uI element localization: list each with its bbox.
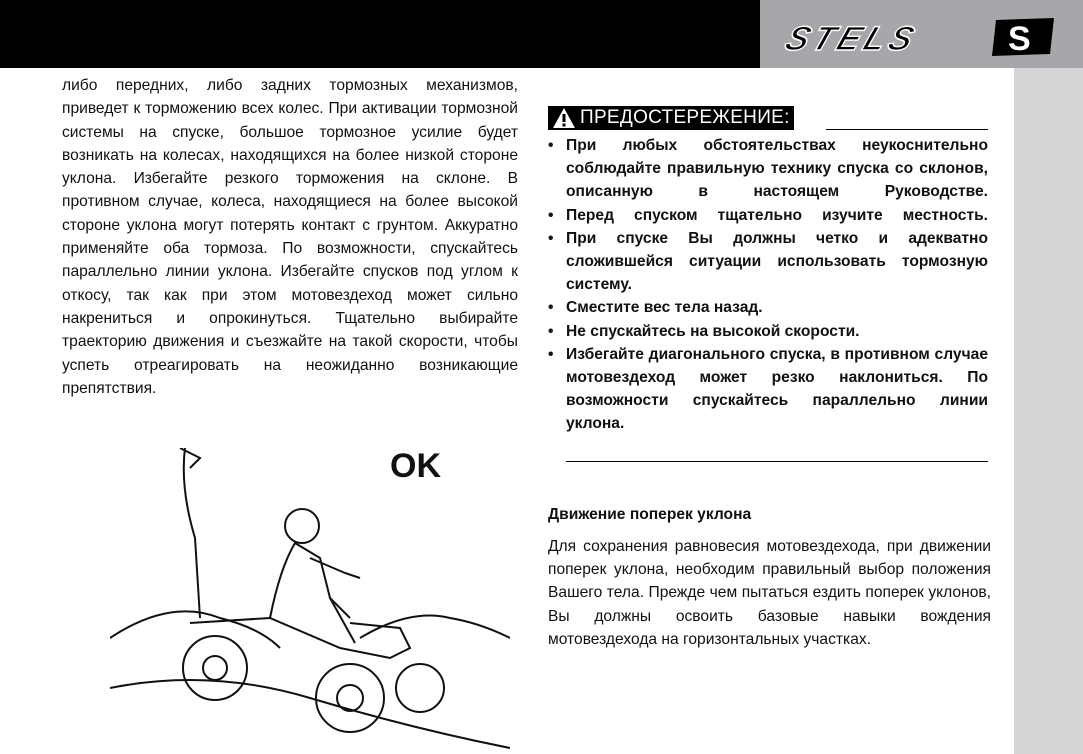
braking-paragraph: либо передних, либо задних тормозных механизмов, приведет к торможению всех колес. При активации тормозной системы на спуске, большое тормозное усилие будет возникать на колесах, находящихся на более низкой стороне уклона. Избегайте резкого торможения на склоне. В противном случае, колеса, находящиеся на более высокой стороне уклона могут потерять контакт с грунтом. Аккуратно применяйте оба тормоза. По возможности, спускайтесь параллельно линии уклона. Избегайте спусков под углом к откосу, так как при этом мотовездеход может сильно накрениться и опрокинуться. Тщательно выбирайте траекторию движения и съезжайте на такой скорости, чтобы успеть отреагировать на неожиданно возникающие препятствия. xyxy=(62,77,518,397)
ok-label: OK xyxy=(390,447,441,485)
warning-title-rule xyxy=(826,129,988,130)
left-column xyxy=(62,74,518,400)
svg-text:STELS: STELS xyxy=(780,19,924,58)
svg-text:S: S xyxy=(1008,20,1031,58)
header-bar xyxy=(0,0,760,68)
section-body: Для сохранения равновесия мотовездехода, при движении поперек уклона, необходим правильный выбор положения Вашего тела. Прежде чем пытаться ездить поперек уклонов, Вы должны освоить базовые навыки вождения мотовездехода на горизонтальных участках. xyxy=(548,538,991,648)
warning-title: ПРЕДОСТЕРЕЖЕНИЕ: xyxy=(580,107,790,128)
warning-header xyxy=(548,106,988,134)
warning-item: • При спуске Вы должны четко и адекватно сложившейся ситуации использовать тормозную систему. xyxy=(548,227,988,297)
warning-list xyxy=(548,134,988,436)
atv-descent-illustration xyxy=(110,448,510,754)
warning-triangle-icon xyxy=(552,107,576,129)
warning-item: • Не спускайтесь на высокой скорости. xyxy=(548,320,988,343)
warning-item: • Перед спуском тщательно изучите местность. xyxy=(548,204,988,227)
warning-item: • Избегайте диагонального спуска, в противном случае мотовездеход может резко наклониться. По возможности спускайтесь параллельно линии уклона. xyxy=(548,343,988,436)
warning-bottom-rule xyxy=(566,461,988,462)
side-strip xyxy=(1014,68,1083,754)
stels-logo xyxy=(780,14,1060,60)
warning-item: • Сместите вес тела назад. xyxy=(548,296,988,319)
section-title: Движение поперек уклона xyxy=(548,506,752,523)
warning-item: • При любых обстоятельствах неукоснительно соблюдайте правильную технику спуска со склонов, описанную в настоящем Руководстве. xyxy=(548,134,988,204)
